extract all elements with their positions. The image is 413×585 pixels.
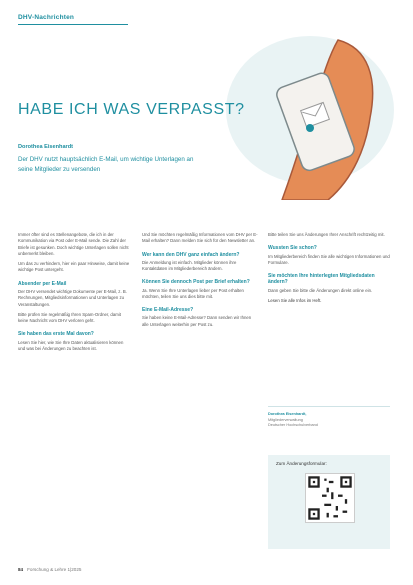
column-3: [268, 232, 390, 308]
section-label: DHV-Nachrichten: [18, 14, 75, 21]
column-2: [142, 232, 258, 332]
paragraph: Der DHV versendet wichtige Dokumente per E-Mail, z. B. Rechnungen, Mitgliedsinformationen und Unterlagen zu Veranstaltungen.: [18, 288, 127, 307]
subheading: Wer kann den DHV ganz einfach ändern?: [142, 251, 240, 258]
lead-paragraph: Der DHV nutzt hauptsächlich E-Mail, um wichtige Unterlagen an seine Mitglieder zu versenden: [18, 156, 194, 173]
footer: [18, 567, 81, 572]
paragraph: Sie haben keine E-Mail-Adresse? Dann senden wir Ihnen alle Unterlagen weiterhin per Post zu.: [142, 315, 252, 327]
paragraph: Im Mitgliederbereich finden Sie alle wichtigen Informationen und Formulare.: [268, 253, 390, 265]
page-title: HABE ICH WAS VERPASST?: [18, 100, 245, 118]
paragraph: Lesen Sie hier, wie Sie Ihre Daten aktualisieren können und was bei Änderungen zu beachten ist.: [18, 339, 124, 351]
paragraph: Um das zu verhindern, hier ein paar Hinweise, damit keine wichtige Post untergeht.: [18, 261, 130, 273]
hand-holding-phone-illustration: [218, 28, 403, 200]
subheading: Wussten Sie schon?: [268, 245, 317, 252]
subheading: Eine E-Mail-Adresse?: [142, 307, 194, 314]
contact-name: Dorothea Eisenhardt,: [268, 412, 307, 416]
page-number: 84: [18, 567, 24, 572]
notification-dot: [306, 124, 314, 132]
qr-code-icon[interactable]: [305, 473, 355, 523]
paragraph: Bitte teilen Sie uns Änderungen Ihrer Anschrift rechtzeitig mit.: [268, 232, 385, 237]
section-rule: [18, 24, 128, 25]
subheading: Können Sie dennoch Post per Brief erhalten?: [142, 279, 250, 286]
contact-block: [268, 412, 390, 429]
paragraph: Und Sie möchten regelmäßig Informationen vom DHV per E-Mail erhalten? Dann melden Sie sich für den Newsletter an.: [142, 232, 258, 244]
contact-line: Mitgliederverwaltung: [268, 417, 303, 422]
paragraph: Dann geben Sie bitte die Änderungen direkt online ein.: [268, 287, 373, 293]
divider: [268, 406, 390, 407]
publication-name: Forschung & Lehre 1|2025: [27, 567, 82, 572]
column-1: [18, 232, 130, 356]
qr-box: [268, 455, 390, 549]
paragraph: Immer öfter sind es Stellenangebote, die ich in der Kommunikation via Post oder E-Mail sende. Die Zahl der Briefe ist gesunken. Doch wichtige Unterlagen sollen nicht unbemerkt bleiben.: [18, 232, 129, 256]
paragraph: Ja. Wenn Sie Ihre Unterlagen lieber per Post erhalten möchten, teilen Sie uns dies bitte mit.: [142, 287, 244, 299]
note: Lesen Sie alle Infos im Heft.: [268, 297, 322, 303]
subheading: Absender per E-Mail: [18, 280, 67, 287]
paragraph: Die Anmeldung ist einfach. Mitglieder können ihre Kontaktdaten im Mitgliederbereich ändern.: [142, 259, 237, 272]
qr-caption: Zum Änderungsformular:: [276, 461, 327, 466]
contact-line: Deutscher Hochschulverband: [268, 423, 318, 428]
subheading: Sie haben das erste Mal davon?: [18, 331, 94, 338]
paragraph: Bitte prüfen Sie regelmäßig Ihren Spam-Ordner, damit keine Nachricht vom DHV verloren geht.: [18, 311, 121, 324]
author: Dorothea Eisenhardt: [18, 144, 74, 150]
subheading: Sie möchten Ihre hinterlegten Mitgliedsdaten ändern?: [268, 273, 375, 286]
